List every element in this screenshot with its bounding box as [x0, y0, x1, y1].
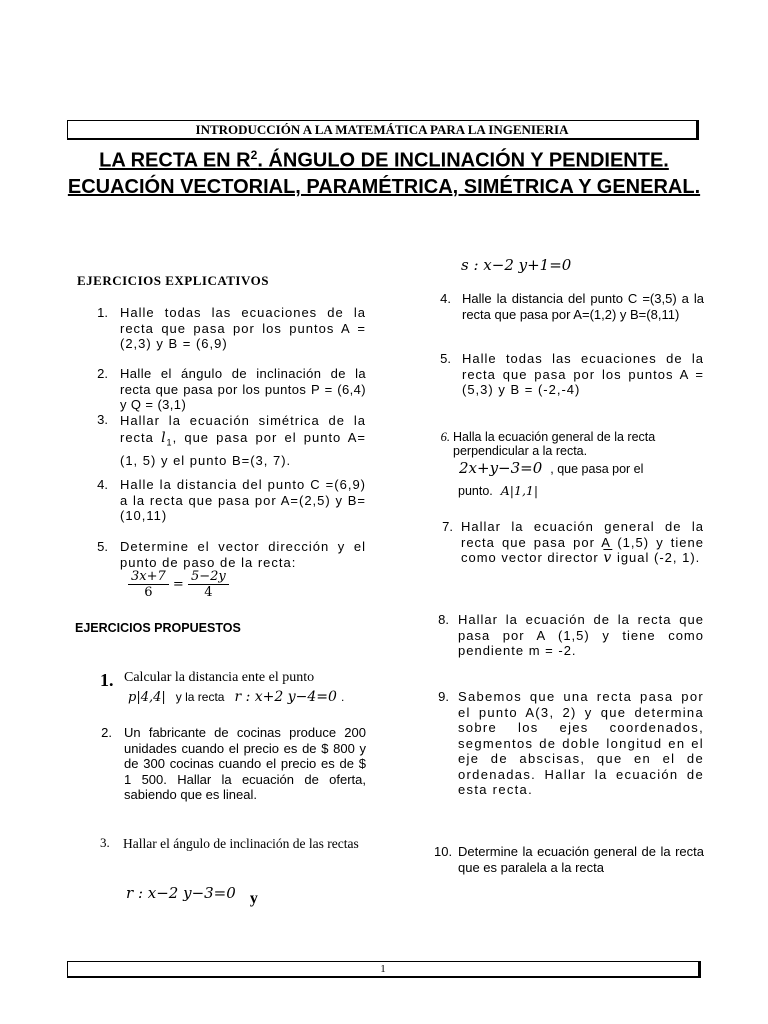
item-number: 8.	[438, 612, 449, 627]
propuesto-item-6-point	[458, 482, 538, 500]
line-variable: l	[161, 430, 167, 446]
item-text: Halle el ángulo de inclinación de la recta que pasa por los puntos P = (6,4) y Q = (3,1)	[120, 366, 366, 412]
item-text	[461, 519, 704, 567]
item-text: Determine el vector dirección y el punto de paso de la recta:	[120, 539, 366, 570]
item-text: Halle la distancia del punto C =(6,9) a la recta que pasa por A=(2,5) y B=(10,11)	[120, 477, 366, 523]
director-vector: $\overline{v}$	[603, 550, 613, 566]
page-number: 1	[67, 961, 701, 978]
item-text-main: Hallar la ecuación general de la recta que pasa por A (1,5) y tiene como vector director	[461, 519, 704, 565]
item-number: 3.	[97, 412, 108, 427]
item-number: 9.	[438, 689, 449, 704]
line-r-equation: r : x−2 y−3=0	[126, 884, 236, 902]
propuesto-item-3-text: Hallar el ángulo de inclinación de las rectas	[123, 836, 359, 851]
item-text: Halla la ecuación general de la recta perpendicular a la recta.	[453, 430, 656, 458]
item-text-continued: , que pasa por el	[550, 462, 644, 476]
item-text: Determine la ecuación general de la recta que es paralela a la recta	[458, 844, 704, 875]
item-number: 1.	[97, 305, 108, 320]
title-prefix: LA RECTA EN R	[99, 149, 251, 172]
item-number: 2.	[101, 725, 112, 740]
section-heading-explicativos: EJERCICIOS EXPLICATIVOS	[77, 273, 269, 288]
course-header: INTRODUCCIÓN A LA MATEMÁTICA PARA LA INGENIERIA	[67, 120, 699, 140]
item-number: 2.	[97, 366, 108, 381]
punto-label: punto.	[458, 484, 493, 498]
propuesto-item-6-line	[459, 459, 643, 478]
propuesto-item-3-math	[126, 884, 258, 907]
item-text: Hallar la ecuación de la recta que pasa por A (1,5) y tiene como pendiente m = -2.	[458, 612, 704, 658]
symmetric-equation	[128, 569, 229, 600]
section-heading-propuestos: EJERCICIOS PROPUESTOS	[75, 621, 241, 635]
fraction-right	[188, 569, 229, 600]
item-number: 7.	[442, 519, 453, 534]
item-number: 5.	[97, 539, 108, 554]
line-s-equation: s : x−2 y+1=0	[461, 256, 572, 274]
item-text-end: igual (-2, 1).	[616, 550, 701, 565]
item-text: Halle todas las ecuaciones de la recta que pasa por los puntos A = (2,3) y B = (6,9)	[120, 305, 366, 351]
page-title-line-1	[0, 148, 768, 173]
item-number: 10.	[434, 844, 453, 859]
item-number: 5.	[440, 351, 451, 366]
item-number: 6.	[440, 430, 450, 444]
line-variable-subscript: 1	[166, 437, 173, 448]
item-text: Un fabricante de cocinas produce 200 unidades cuando el precio es de $ 800 y de 300 cocinas cuando el precio es de $ 1 500. Hallar la ecuación de oferta, sabiendo que es lineal.	[124, 725, 366, 802]
line-r-equation: r : x+2 y−4=0	[234, 689, 337, 705]
item-number: 4.	[97, 477, 108, 492]
point-p: p|4,4|	[128, 690, 166, 705]
propuesto-item-3-number: 3.	[100, 835, 110, 850]
title-superscript: 2	[250, 148, 258, 162]
point-a: A|1,1|	[500, 483, 539, 498]
page-title-line-2: ECUACIÓN VECTORIAL, PARAMÉTRICA, SIMÉTRICA Y GENERAL.	[67, 176, 701, 198]
item-number: 4.	[440, 291, 451, 306]
fraction-left	[128, 569, 169, 600]
item-text	[120, 412, 366, 469]
item-text: Halle la distancia del punto C =(3,5) a la recta que pasa por A=(1,2) y B=(8,11)	[462, 291, 704, 322]
conjunction-y: y	[249, 890, 258, 907]
propuesto-item-1-text: Calcular la distancia ente el punto	[124, 670, 315, 685]
item-text-part-b: , que pasa por el punto A=(1, 5) y el punto B=(3, 7).	[120, 430, 366, 468]
period: .	[340, 690, 345, 704]
fraction-right-numerator: 5−2y	[188, 569, 229, 585]
item-text-part-a: Hallar la ecuación simétrica de la recta	[120, 413, 366, 445]
fraction-right-denominator: 4	[204, 585, 213, 600]
item-text: Sabemos que una recta pasa por el punto A(3, 2) y que determina sobre los ejes coordenados, segmentos de doble longitud en el eje de abscisas, que en el de ordenadas. Hallar la ecuación de esta recta.	[458, 689, 704, 797]
perpendicular-line-equation: 2x+y−3=0	[459, 459, 543, 477]
fraction-left-denominator: 6	[144, 585, 153, 600]
connector-text: y la recta	[175, 690, 225, 704]
equals-sign: =	[172, 577, 184, 592]
title-suffix: . ÁNGULO DE INCLINACIÓN Y PENDIENTE.	[257, 149, 669, 172]
item-text: Halle todas las ecuaciones de la recta que pasa por los puntos A = (5,3) y B = (-2,-4)	[462, 351, 704, 397]
propuesto-item-1-number: 1.	[100, 670, 114, 690]
fraction-left-numerator: 3x+7	[128, 569, 169, 585]
propuesto-item-1-math	[128, 688, 344, 706]
